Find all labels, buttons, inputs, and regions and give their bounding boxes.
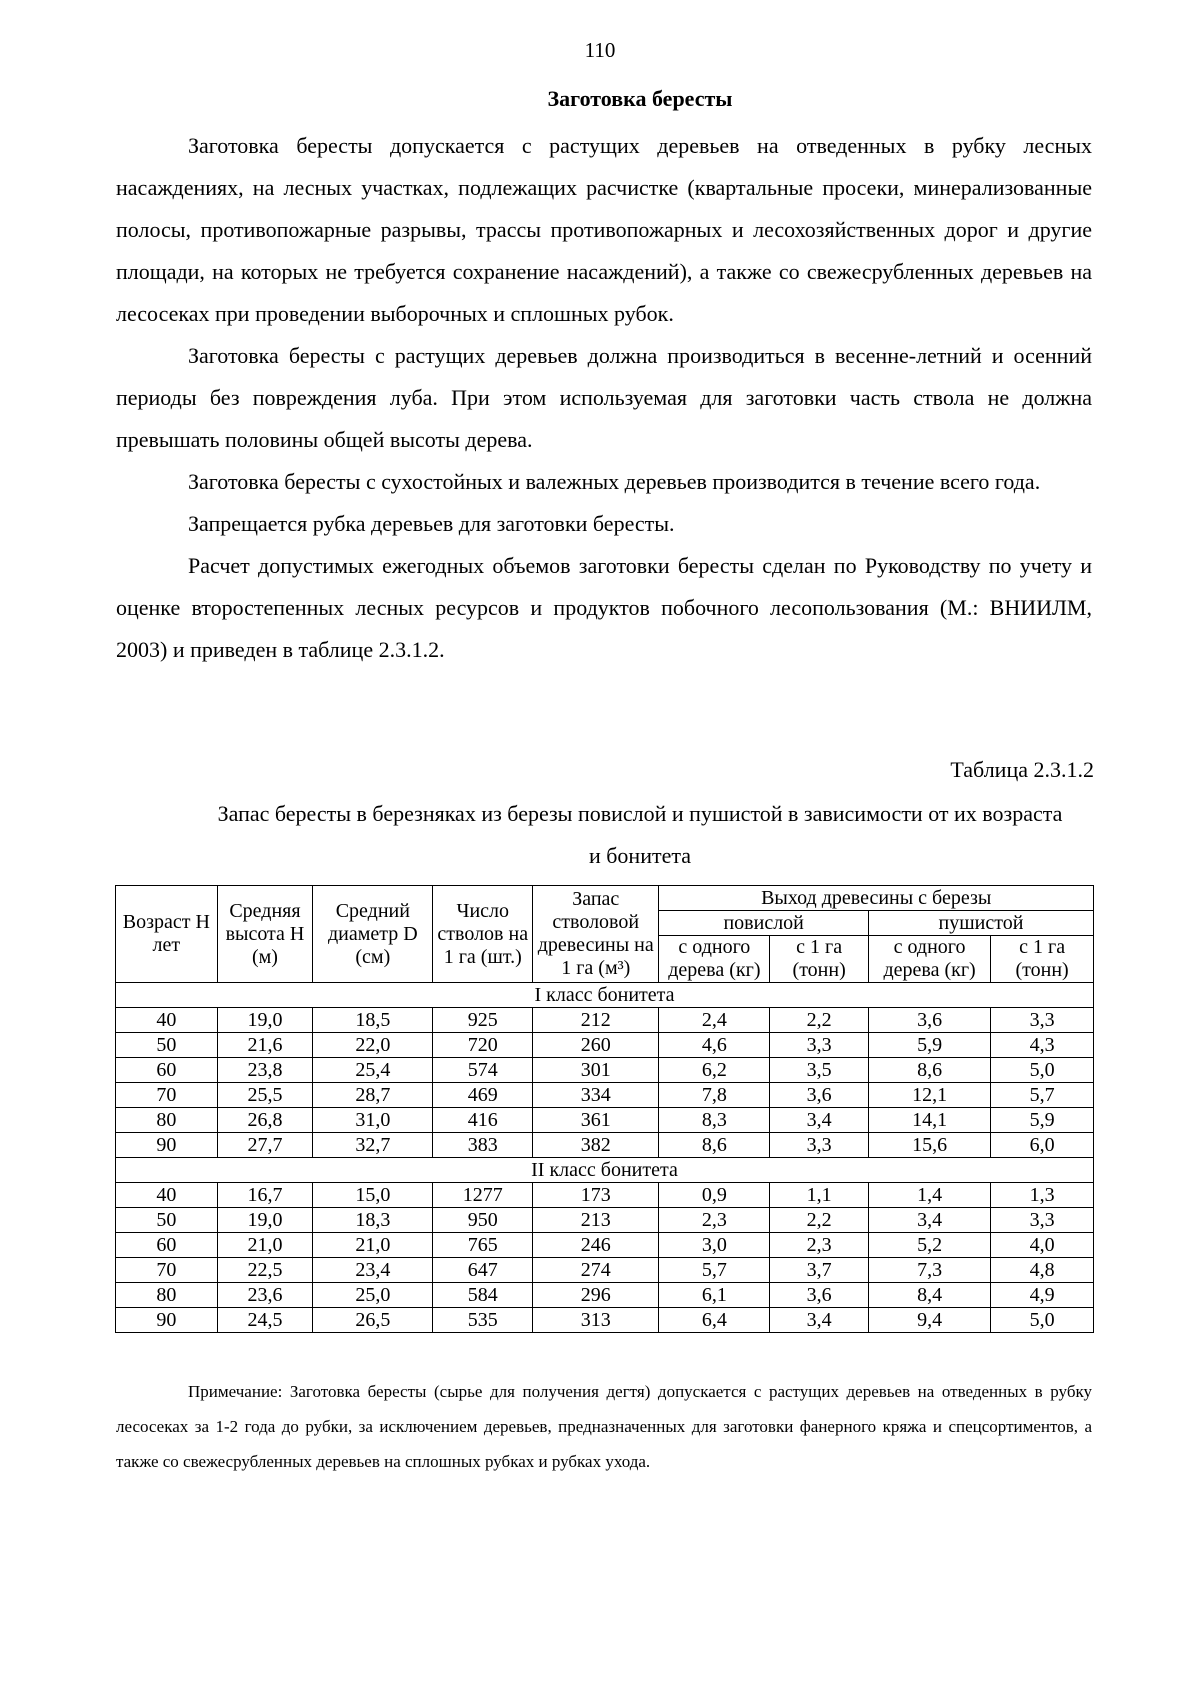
- header-height: Средняя высота Н (м): [217, 886, 313, 983]
- table-cell: 3,3: [770, 1133, 869, 1158]
- table-row: [116, 1208, 1094, 1233]
- table-cell: 1,3: [991, 1183, 1094, 1208]
- table-cell: 313: [533, 1308, 659, 1333]
- table-cell: 584: [433, 1283, 533, 1308]
- table-cell: 274: [533, 1258, 659, 1283]
- data-table: [115, 885, 1094, 1333]
- table-cell: 416: [433, 1108, 533, 1133]
- table-cell: 3,0: [659, 1233, 770, 1258]
- table-cell: 5,7: [991, 1083, 1094, 1108]
- table-cell: 383: [433, 1133, 533, 1158]
- paragraph: Запрещается рубка деревьев для заготовки бересты.: [188, 511, 675, 536]
- table-cell: 3,4: [770, 1108, 869, 1133]
- body-text: [116, 125, 1092, 671]
- table-row: [116, 1033, 1094, 1058]
- table-cell: 260: [533, 1033, 659, 1058]
- table-cell: 80: [116, 1283, 218, 1308]
- table-row: [116, 1083, 1094, 1108]
- table-row: [116, 1308, 1094, 1333]
- table-cell: 50: [116, 1033, 218, 1058]
- section-row: [116, 1158, 1094, 1183]
- table-cell: 8,3: [659, 1108, 770, 1133]
- table-cell: 25,0: [313, 1283, 433, 1308]
- table-cell: 5,0: [991, 1058, 1094, 1083]
- table-cell: 6,2: [659, 1058, 770, 1083]
- table-row: [116, 1283, 1094, 1308]
- table-cell: 6,1: [659, 1283, 770, 1308]
- paragraph: Заготовка бересты с сухостойных и валежных деревьев производится в течение всего года.: [188, 469, 1041, 494]
- table-cell: 2,2: [770, 1008, 869, 1033]
- table-cell: 21,6: [217, 1033, 313, 1058]
- table-cell: 25,5: [217, 1083, 313, 1108]
- table-cell: 9,4: [868, 1308, 990, 1333]
- header-output: Выход древесины с березы: [659, 886, 1094, 911]
- table-cell: 3,7: [770, 1258, 869, 1283]
- table-row: [116, 1233, 1094, 1258]
- table-cell: 26,5: [313, 1308, 433, 1333]
- table-row: [116, 1258, 1094, 1283]
- paragraph: Заготовка бересты с растущих деревьев должна производиться в весенне-летний и осенний периоды без повреждения луба. При этом используемая для заготовки часть ствола не должна превышать половины общей высоты дерева.: [116, 343, 1092, 452]
- table-cell: 16,7: [217, 1183, 313, 1208]
- page-number: 110: [584, 38, 616, 62]
- table-cell: 925: [433, 1008, 533, 1033]
- table-row: [116, 1183, 1094, 1208]
- table-cell: 3,3: [770, 1033, 869, 1058]
- header-pubescens: пушистой: [868, 911, 1093, 936]
- table-cell: 27,7: [217, 1133, 313, 1158]
- table-cell: 3,3: [991, 1008, 1094, 1033]
- table-cell: 60: [116, 1233, 218, 1258]
- table-cell: 3,5: [770, 1058, 869, 1083]
- table-cell: 7,8: [659, 1083, 770, 1108]
- table-cell: 647: [433, 1258, 533, 1283]
- table-cell: 5,7: [659, 1258, 770, 1283]
- header-pendula: повислой: [659, 911, 869, 936]
- table-cell: 212: [533, 1008, 659, 1033]
- table-cell: 213: [533, 1208, 659, 1233]
- paragraph: Расчет допустимых ежегодных объемов заготовки бересты сделан по Руководству по учету и оценке второстепенных лесных ресурсов и продуктов побочного лесопользования (М.: ВНИИЛМ, 2003) и приведен в таблице 2.3.1.2.: [116, 553, 1092, 662]
- table-cell: 50: [116, 1208, 218, 1233]
- table-cell: 90: [116, 1308, 218, 1333]
- table-caption: Запас бересты в березняках из березы повислой и пушистой в зависимости от их возраста и бонитета: [217, 801, 1063, 868]
- table-cell: 25,4: [313, 1058, 433, 1083]
- table-cell: 2,3: [659, 1208, 770, 1233]
- table-cell: 21,0: [217, 1233, 313, 1258]
- table-cell: 15,0: [313, 1183, 433, 1208]
- table-cell: 40: [116, 1183, 218, 1208]
- table-cell: 22,5: [217, 1258, 313, 1283]
- section-label: I класс бонитета: [116, 983, 1094, 1008]
- table-cell: 3,3: [991, 1208, 1094, 1233]
- table-cell: 4,8: [991, 1258, 1094, 1283]
- table-cell: 1,1: [770, 1183, 869, 1208]
- table-row: [116, 1133, 1094, 1158]
- table-cell: 765: [433, 1233, 533, 1258]
- table-cell: 21,0: [313, 1233, 433, 1258]
- table-cell: 469: [433, 1083, 533, 1108]
- header-diameter: Средний диаметр D (см): [313, 886, 433, 983]
- table-cell: 18,3: [313, 1208, 433, 1233]
- table-cell: 12,1: [868, 1083, 990, 1108]
- table-label: Таблица 2.3.1.2: [950, 757, 1094, 782]
- table-cell: 2,4: [659, 1008, 770, 1033]
- table-cell: 1,4: [868, 1183, 990, 1208]
- table-cell: 720: [433, 1033, 533, 1058]
- table-cell: 361: [533, 1108, 659, 1133]
- table-cell: 60: [116, 1058, 218, 1083]
- table-cell: 40: [116, 1008, 218, 1033]
- table-row: [116, 1058, 1094, 1083]
- table-cell: 23,4: [313, 1258, 433, 1283]
- table-cell: 5,9: [868, 1033, 990, 1058]
- header-per-ha: с 1 га (тонн): [770, 936, 869, 983]
- table-cell: 5,2: [868, 1233, 990, 1258]
- table-cell: 4,6: [659, 1033, 770, 1058]
- header-per-tree: с одного дерева (кг): [868, 936, 990, 983]
- table-cell: 32,7: [313, 1133, 433, 1158]
- header-per-ha: с 1 га (тонн): [991, 936, 1094, 983]
- table-cell: 8,4: [868, 1283, 990, 1308]
- table-note: Примечание: Заготовка бересты (сырье для получения дегтя) допускается с растущих деревьев на отведенных в рубку лесосеках за 1-2 года до рубки, за исключением деревьев, предназначенных для заготовки фанерного кряжа и спецсортиментов, а также со свежесрубленных деревьев на сплошных рубках и рубках ухода.: [116, 1382, 1092, 1471]
- table-cell: 3,4: [770, 1308, 869, 1333]
- table-cell: 4,0: [991, 1233, 1094, 1258]
- header-stock: Запас стволовой древесины на 1 га (м³): [533, 886, 659, 983]
- table-cell: 18,5: [313, 1008, 433, 1033]
- table-cell: 23,8: [217, 1058, 313, 1083]
- table-cell: 3,6: [868, 1008, 990, 1033]
- table-cell: 31,0: [313, 1108, 433, 1133]
- table-cell: 382: [533, 1133, 659, 1158]
- table-cell: 3,4: [868, 1208, 990, 1233]
- table-cell: 535: [433, 1308, 533, 1333]
- table-cell: 1277: [433, 1183, 533, 1208]
- table-row: [116, 1008, 1094, 1033]
- section-row: [116, 983, 1094, 1008]
- table-cell: 19,0: [217, 1208, 313, 1233]
- table-cell: 2,2: [770, 1208, 869, 1233]
- table-cell: 14,1: [868, 1108, 990, 1133]
- table-cell: 950: [433, 1208, 533, 1233]
- table-cell: 5,0: [991, 1308, 1094, 1333]
- table-row: [116, 1108, 1094, 1133]
- table-cell: 3,6: [770, 1083, 869, 1108]
- table-cell: 4,3: [991, 1033, 1094, 1058]
- table-cell: 23,6: [217, 1283, 313, 1308]
- table-cell: 8,6: [659, 1133, 770, 1158]
- section-title: Заготовка бересты: [547, 86, 733, 111]
- table-cell: 6,0: [991, 1133, 1094, 1158]
- table-cell: 19,0: [217, 1008, 313, 1033]
- header-age: Возраст Н лет: [116, 886, 218, 983]
- table-cell: 6,4: [659, 1308, 770, 1333]
- table-cell: 28,7: [313, 1083, 433, 1108]
- table-cell: 2,3: [770, 1233, 869, 1258]
- header-per-tree: с одного дерева (кг): [659, 936, 770, 983]
- header-trunks: Число стволов на 1 га (шт.): [433, 886, 533, 983]
- table-cell: 24,5: [217, 1308, 313, 1333]
- table-cell: 22,0: [313, 1033, 433, 1058]
- table-cell: 8,6: [868, 1058, 990, 1083]
- table-cell: 5,9: [991, 1108, 1094, 1133]
- table-cell: 7,3: [868, 1258, 990, 1283]
- table-cell: 296: [533, 1283, 659, 1308]
- paragraph: Заготовка бересты допускается с растущих деревьев на отведенных в рубку лесных насаждениях, на лесных участках, подлежащих расчистке (квартальные просеки, минерализованные полосы, противопожарные разрывы, трассы противопожарных и лесохозяйственных дорог и другие площади, на которых не требуется сохранение насаждений), а также со свежесрубленных деревьев на лесосеках при проведении выборочных и сплошных рубок.: [116, 133, 1092, 326]
- table-cell: 15,6: [868, 1133, 990, 1158]
- table-cell: 301: [533, 1058, 659, 1083]
- table-cell: 80: [116, 1108, 218, 1133]
- table-cell: 173: [533, 1183, 659, 1208]
- table-header-row: [116, 886, 1094, 911]
- table-cell: 26,8: [217, 1108, 313, 1133]
- table-cell: 4,9: [991, 1283, 1094, 1308]
- table-cell: 574: [433, 1058, 533, 1083]
- table-cell: 246: [533, 1233, 659, 1258]
- table-cell: 90: [116, 1133, 218, 1158]
- table-cell: 0,9: [659, 1183, 770, 1208]
- table-cell: 70: [116, 1083, 218, 1108]
- table-cell: 334: [533, 1083, 659, 1108]
- table-cell: 3,6: [770, 1283, 869, 1308]
- table-cell: 70: [116, 1258, 218, 1283]
- section-label: II класс бонитета: [116, 1158, 1094, 1183]
